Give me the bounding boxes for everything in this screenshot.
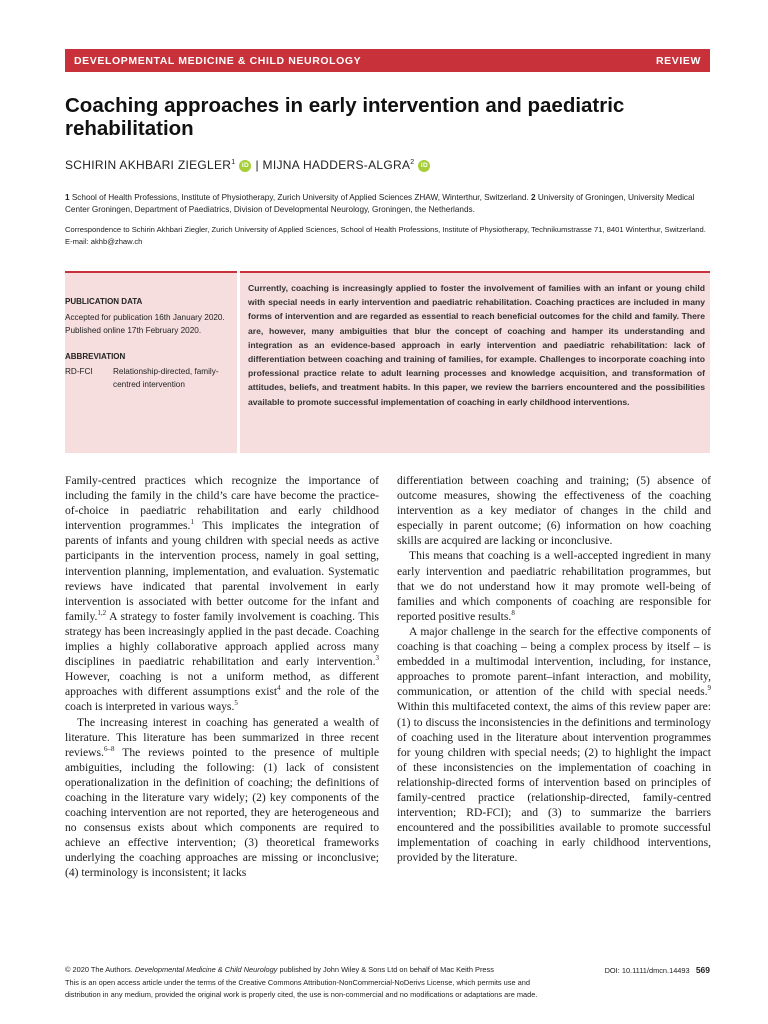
orcid-icon[interactable]: iD [418,160,430,172]
body-paragraph [397,624,711,866]
body-column-right [397,473,711,865]
article-title: Coaching approaches in early intervention and paediatric rehabilitation [65,94,625,140]
body-paragraph [397,548,711,623]
text-run: Within this multifaceted context, the aims of this review paper are: (1) to discuss the inconsistencies in the definitions and terminology of coaching used in the literature about intervention programmes for young children with special needs; (2) to highlight the impact of these inconsistencies on the implementation of coaching in relationship-directed forms of intervention based on principles of family-centred practice (relationship-directed, family-centred intervention; RD-FCI); and (3) to summarize the barriers encountered and the possibilities available to promote successful implementation of coaching in early childhood interventions, provided by the literature. [397,700,711,865]
page-number: 569 [695,965,710,975]
author-2-name: MIJNA HADDERS-ALGRA [262,158,411,172]
text-run: This means that coaching is a well-accepted ingredient in many early intervention and paediatric rehabilitation programmes, but that we do not understand how it may promote well-being of families and which components of coaching are responsible for reported positive results. [397,549,711,623]
citation[interactable]: 1,2 [97,608,107,617]
journal-banner [65,49,710,72]
text-run: The reviews pointed to the presence of multiple ambiguities, including the following: (1) lack of consistent operationalization in the definition of coaching; the definitions of coaching in the literature vary widely; (2) key components of the coaching intervention are not reported, they are heterogeneous and no consensus exists about which components are required to achieve an effective intervention; (3) theoretical frameworks underlying the coaching approaches are missing or inconclusive; (4) terminology is inconsistent; it lacks [65,745,379,880]
abstract-box [240,271,710,453]
affiliations [65,192,713,216]
abbreviation-value: Relationship-directed, family-centred intervention [113,367,219,389]
author-1-name: SCHIRIN AKHBARI ZIEGLER [65,158,232,172]
text-run: However, coaching is not a uniform method, as different approaches with different assumptions exist [65,670,379,699]
affiliation-2-number: 2 [531,193,536,202]
body-paragraph [65,715,379,881]
author-list [65,158,434,172]
copyright-line [65,964,494,977]
citation[interactable]: 9 [707,684,711,693]
journal-name: DEVELOPMENTAL MEDICINE & CHILD NEUROLOGY [74,55,362,67]
affiliation-1-text: School of Health Professions, Institute of Physiotherapy, Zurich University of Applied Sciences ZHAW, Winterthur, Switzerland. [71,193,529,202]
orcid-icon[interactable]: iD [239,160,251,172]
license-line-1: This is an open access article under the terms of the Creative Commons Attribution-NonCommercial-NoDerivs License, which permits use and [65,978,530,987]
citation[interactable]: 1 [190,518,194,527]
text-run: A strategy to foster family involvement is coaching. This strategy has been increasingly applied in the past decade. Coaching implies a highly collaborative approach applied across many disciplines in paediatric rehabilitation and early intervention. [65,609,379,669]
text-run: and the role of the coach is interpreted in various ways. [65,685,379,714]
published-date: Published online 17th February 2020. [65,326,202,335]
accepted-date: Accepted for publication 16th January 2020. [65,313,225,322]
affiliation-1-number: 1 [65,193,70,202]
text-run: The increasing interest in coaching has generated a wealth of literature. This literature has been summarized in three recent reviews. [65,715,379,759]
correspondence: Correspondence to Schirin Akhbari Ziegler, Zurich University of Applied Sciences, School of Health Professions, Institute of Physiotherapy, Technikumstrasse 71, 8401 Winterthur, Switzerland. E-mail: akhb@zhaw.ch [65,225,706,246]
text-run: Family-centred practices which recognize the importance of including the family in the child’s care have become the practice-of-choice in paediatric rehabilitation and early childhood intervention programmes. [65,474,379,533]
text-run: This implicates the integration of parents of infants and young children with special needs as active participants in the intervention process, namely in goal setting, intervention planning, implementation, and evaluation. Systematic reviews have indicated that parental involvement in early intervention is associated with better outcome for the infant and family. [65,519,379,623]
abbreviation-row [65,365,235,391]
citation[interactable]: 8 [511,608,515,617]
citation[interactable]: 4 [277,684,281,693]
text-run: A major challenge in the search for the effective components of coaching is that coaching – being a complex process by itself – is embedded in a multimodal intervention, including, for instance, approaches to promote parent–infant interaction, and mobility, communication, or attention of the child with special needs. [397,624,711,699]
author-1-affil-marker: 1 [231,159,236,166]
citation[interactable]: 6–8 [103,744,115,753]
body-paragraph: differentiation between coaching and training; (5) absence of outcome measures, showing the effectiveness of the coaching intervention as a key mediator of changes in the child and especially in parent outcome; (6) information on how coaching skills are acquired are lacking or inconclusive. [397,474,711,548]
doi[interactable]: DOI: 10.1111/dmcn.14493 [604,966,690,975]
citation[interactable]: 3 [375,654,379,663]
abbreviation-key: RD-FCI [65,367,93,376]
abstract-text: Currently, coaching is increasingly applied to foster the involvement of families with an infant or young child with special needs in early intervention and paediatric rehabilitation. Coaching practices are included in many forms of intervention and are regarded as essential to reach beneficial outcomes for the child and family. There are, however, many ambiguities that blur the concept of coaching and hamper its understanding and integration as an evidence-based approach in early intervention and paediatric rehabilitation: lack of differentiation between coaching and training of families, for example. Challenges to incorporate coaching into professional practice relate to adult learning processes and knowledge acquisition, and transformation of attitudes, beliefs, and treatment habits. In this paper, we review the barriers encountered and the possibilities available to promote successful implementation of coaching in early childhood interventions. [248,283,705,407]
section-label: REVIEW [655,55,701,67]
publication-info-box [65,271,237,453]
abbreviation-heading: ABBREVIATION [65,352,126,361]
text-run: published by John Wiley & Sons Ltd on behalf of Mac Keith Press [279,965,494,974]
publication-data-heading: PUBLICATION DATA [65,297,143,306]
body-paragraph [65,473,379,715]
page-footer [65,964,710,1001]
license-line-2: distribution in any medium, provided the original work is properly cited, the use is non-commercial and no modifications or adaptations are made. [65,990,538,999]
author-separator: | [255,158,259,172]
body-column-left [65,473,379,881]
affiliation-2-text: University of Groningen, University Medical Center Groningen, Department of Paediatrics, Division of Developmental Neurology, Groningen, the Netherlands. [65,193,695,214]
journal-title-italic: Developmental Medicine & Child Neurology [134,965,278,974]
author-2-affil-marker: 2 [410,159,415,166]
text-run: © 2020 The Authors. [65,965,133,974]
citation[interactable]: 5 [234,699,238,708]
